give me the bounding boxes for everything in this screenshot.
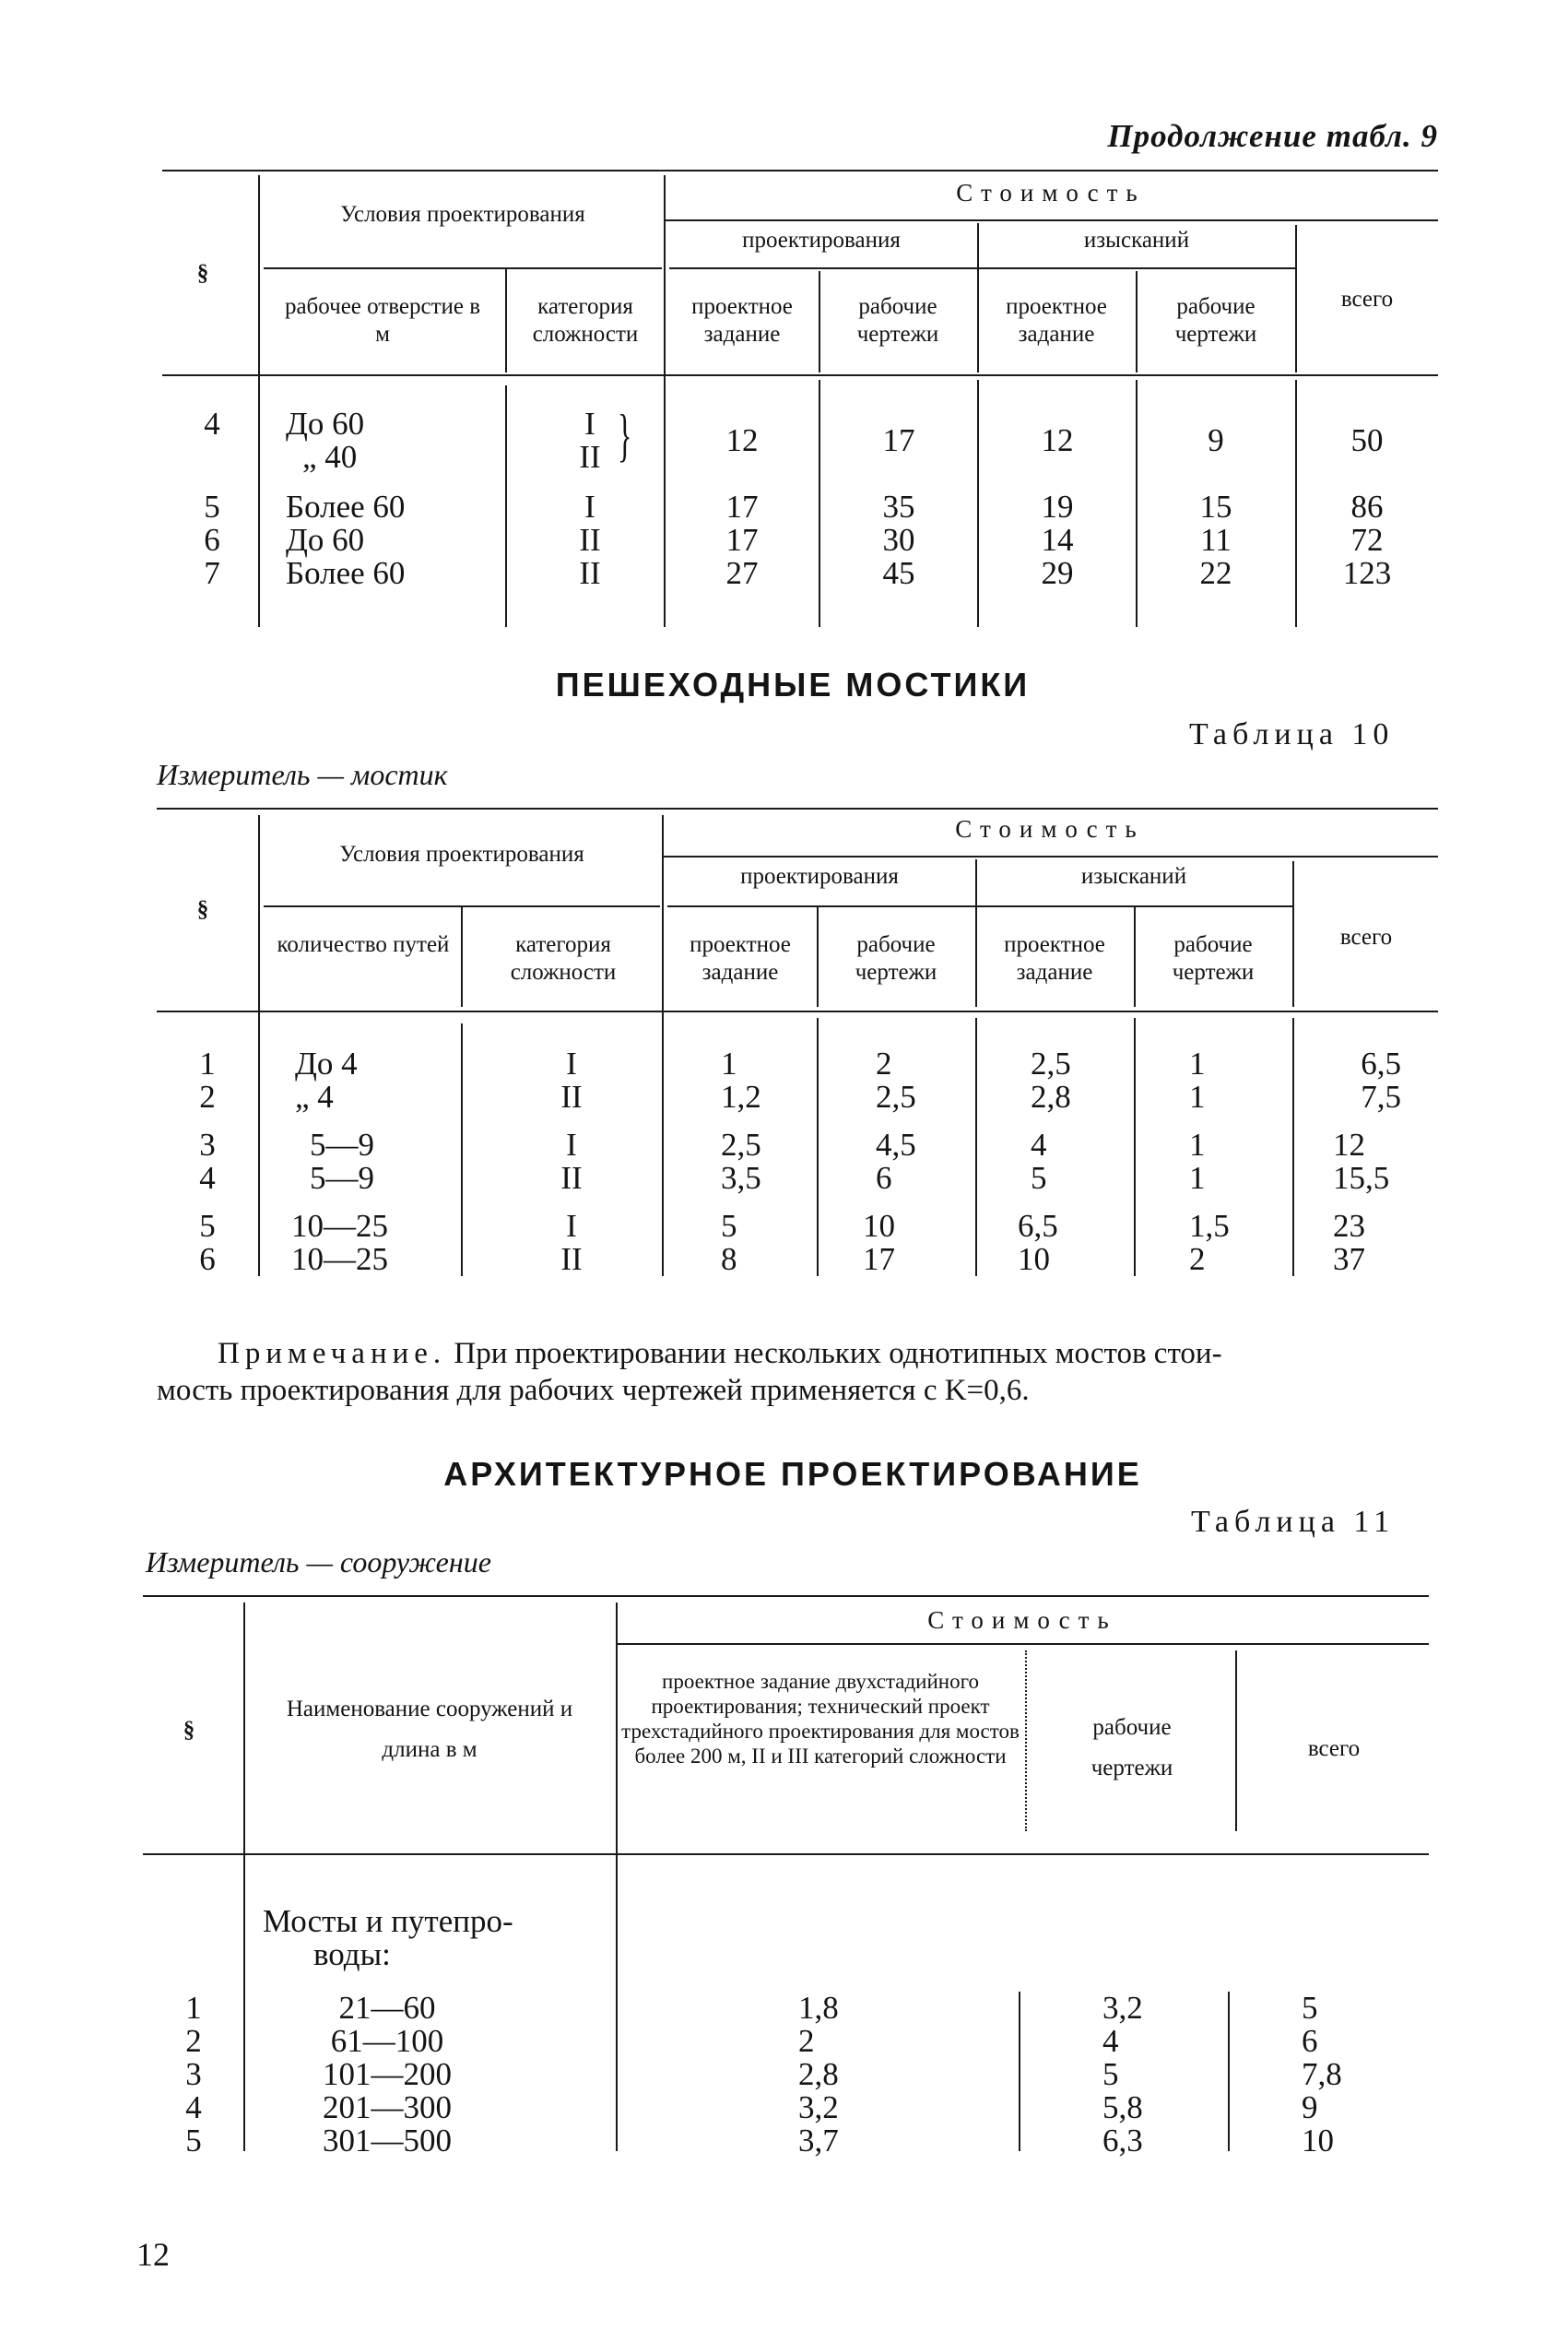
table-cell: 4 bbox=[204, 406, 220, 442]
t11-section-header: § bbox=[183, 1718, 195, 1743]
table-cell: 2 bbox=[199, 1079, 216, 1115]
table-cell: 3 bbox=[185, 2056, 202, 2092]
table-cell: 2,8 bbox=[1031, 1079, 1071, 1115]
table-cell: 6,5 bbox=[1361, 1046, 1401, 1082]
table-cell: 2 bbox=[185, 2023, 202, 2059]
t9-category-header: категория сложности bbox=[532, 294, 639, 347]
table-cell: 3,7 bbox=[798, 2123, 839, 2159]
t9-opening-header: рабочее отверстие в м bbox=[284, 294, 481, 347]
t9-conditions-header: Условия проектирования bbox=[340, 202, 585, 227]
table-cell: 6,5 bbox=[1018, 1208, 1058, 1244]
table-cell: 10—25 bbox=[291, 1241, 388, 1277]
table-cell: 123 bbox=[1342, 555, 1392, 591]
t9-survey-drawings-header: рабочие чертежи bbox=[1174, 294, 1257, 347]
table-cell: I bbox=[584, 489, 595, 525]
t10-survey-header: изысканий bbox=[1080, 864, 1187, 889]
table-cell: 5,8 bbox=[1102, 2089, 1143, 2125]
t11-working-drawings-header: рабочие чертежи bbox=[1091, 1715, 1173, 1780]
table-cell: 21—60 bbox=[338, 1990, 436, 2026]
table-cell: 5 bbox=[1102, 2056, 1119, 2092]
table-cell: 5 bbox=[204, 489, 220, 525]
table-cell: 6 bbox=[204, 522, 220, 558]
table-cell: 3,5 bbox=[721, 1160, 761, 1196]
table-cell: 22 bbox=[1199, 555, 1232, 591]
table-cell: 1,2 bbox=[721, 1079, 761, 1115]
table-cell: 17 bbox=[882, 422, 915, 458]
table-cell: Более 60 bbox=[286, 489, 406, 525]
table-cell: 10—25 bbox=[291, 1208, 388, 1244]
note-text-line1: При проектировании нескольких однотипных мостов стои- bbox=[454, 1337, 1222, 1370]
table-cell: 10 bbox=[863, 1208, 895, 1244]
t10-total-header: всего bbox=[1339, 925, 1393, 950]
table-cell: До 60 bbox=[286, 522, 365, 558]
t9-design-header: проектирования bbox=[742, 228, 901, 253]
table-cell: 29 bbox=[1041, 555, 1074, 591]
table-cell: 27 bbox=[725, 555, 759, 591]
table-cell: 1,5 bbox=[1189, 1208, 1230, 1244]
table-cell: 2 bbox=[1189, 1241, 1206, 1277]
section-title-pedestrian: ПЕШЕХОДНЫЕ МОСТИКИ bbox=[555, 666, 1031, 704]
t10-survey-drawings-header: рабочие чертежи bbox=[1172, 932, 1255, 985]
table-cell: 9 bbox=[1302, 2089, 1318, 2125]
t11-name-header: Наименование сооружений и длина в м bbox=[286, 1697, 573, 1762]
right-brace: } bbox=[618, 402, 632, 467]
note-label: Примечание. bbox=[218, 1337, 447, 1370]
table-cell: 17 bbox=[725, 522, 759, 558]
t9-total-header: всего bbox=[1340, 287, 1394, 312]
t9-section-header: § bbox=[196, 261, 209, 286]
table-cell: II bbox=[579, 522, 601, 558]
table-cell: 1 bbox=[721, 1046, 737, 1082]
table-cell: II bbox=[579, 439, 601, 475]
table-cell: 7 bbox=[204, 555, 220, 591]
table-cell: Более 60 bbox=[286, 555, 406, 591]
table-cell: 2,5 bbox=[721, 1127, 761, 1163]
table-cell: 37 bbox=[1333, 1241, 1365, 1277]
t11-cost-header: Стоимость bbox=[927, 1606, 1117, 1634]
table-cell: II bbox=[560, 1160, 583, 1196]
note bbox=[157, 1335, 1447, 1409]
table-cell: „ 4 bbox=[295, 1079, 334, 1115]
measure-architecture: Измеритель — сооружение bbox=[146, 1545, 491, 1579]
table-cell: 1,8 bbox=[798, 1990, 839, 2026]
table-cell: 7,5 bbox=[1361, 1079, 1401, 1115]
table-cell: 5—9 bbox=[310, 1127, 374, 1163]
table-cell: 3 bbox=[199, 1127, 216, 1163]
table-cell: 5 bbox=[1302, 1990, 1318, 2026]
table-cell: II bbox=[560, 1241, 583, 1277]
table-cell: 45 bbox=[882, 555, 915, 591]
table-cell: II bbox=[560, 1079, 583, 1115]
t10-design-task-header: проектное задание bbox=[690, 932, 791, 985]
table-cell: I bbox=[584, 406, 595, 442]
table-cell: 6 bbox=[876, 1160, 892, 1196]
t10-conditions-header: Условия проектирования bbox=[339, 842, 584, 867]
table-cell: 1 bbox=[1189, 1079, 1206, 1115]
table-cell: 86 bbox=[1350, 489, 1384, 525]
table-cell: 12 bbox=[725, 422, 759, 458]
table-cell: 17 bbox=[863, 1241, 895, 1277]
table-cell: 8 bbox=[721, 1241, 737, 1277]
group-label: воды: bbox=[313, 1936, 391, 1972]
table-cell: 5 bbox=[185, 2123, 202, 2159]
table-cell: 30 bbox=[882, 522, 915, 558]
table-cell: 19 bbox=[1041, 489, 1074, 525]
table-cell: 2,5 bbox=[1031, 1046, 1071, 1082]
t10-design-header: проектирования bbox=[740, 864, 899, 889]
table-cell: II bbox=[579, 555, 601, 591]
table-cell: 12 bbox=[1041, 422, 1074, 458]
table-11-label: Таблица 11 bbox=[1191, 1505, 1396, 1539]
t10-category-header: категория сложности bbox=[510, 932, 617, 985]
table-cell: 23 bbox=[1333, 1208, 1365, 1244]
table-10-label: Таблица 10 bbox=[1189, 717, 1395, 751]
t9-survey-header: изысканий bbox=[1083, 228, 1190, 253]
table-cell: 6,3 bbox=[1102, 2123, 1143, 2159]
t10-tracks-header: количество путей bbox=[277, 932, 450, 957]
table-cell: 6 bbox=[1302, 2023, 1318, 2059]
table-cell: 9 bbox=[1208, 422, 1224, 458]
t9-working-drawings-header: рабочие чертежи bbox=[856, 294, 939, 347]
table-cell: 14 bbox=[1041, 522, 1074, 558]
continuation-caption: Продолжение табл. 9 bbox=[1107, 118, 1438, 154]
note-text-line2: мость проектирования для рабочих чертежей применяется с K=0,6. bbox=[157, 1374, 1030, 1407]
table-cell: 5 bbox=[1031, 1160, 1047, 1196]
table-cell: 301—500 bbox=[323, 2123, 452, 2159]
table-cell: 4,5 bbox=[876, 1127, 916, 1163]
table-cell: 1 bbox=[1189, 1160, 1206, 1196]
table-cell: I bbox=[566, 1208, 577, 1244]
t10-section-header: § bbox=[196, 897, 209, 922]
t9-design-task-header: проектное задание bbox=[691, 294, 793, 347]
table-cell: 17 bbox=[725, 489, 759, 525]
table-cell: 50 bbox=[1350, 422, 1384, 458]
t10-survey-task-header: проектное задание bbox=[1004, 932, 1105, 985]
table-cell: 11 bbox=[1200, 522, 1232, 558]
table-cell: 10 bbox=[1018, 1241, 1050, 1277]
t9-survey-task-header: проектное задание bbox=[1006, 294, 1107, 347]
table-cell: 1 bbox=[185, 1990, 202, 2026]
table-cell: 1 bbox=[1189, 1046, 1206, 1082]
t11-total-header: всего bbox=[1307, 1736, 1361, 1761]
t10-working-drawings-header: рабочие чертежи bbox=[855, 932, 937, 985]
table-cell: 2,8 bbox=[798, 2056, 839, 2092]
table-cell: 5—9 bbox=[310, 1160, 374, 1196]
page-number: 12 bbox=[136, 2236, 170, 2273]
table-cell: 3,2 bbox=[1102, 1990, 1143, 2026]
table-cell: 101—200 bbox=[323, 2056, 452, 2092]
table-cell: 61—100 bbox=[330, 2023, 444, 2059]
table-cell: 5 bbox=[721, 1208, 737, 1244]
table-cell: 3,2 bbox=[798, 2089, 839, 2125]
table-cell: 2 bbox=[798, 2023, 815, 2059]
table-cell: 5 bbox=[199, 1208, 216, 1244]
table-cell: 2,5 bbox=[876, 1079, 916, 1115]
table-cell: 1 bbox=[1189, 1127, 1206, 1163]
table-cell: 201—300 bbox=[323, 2089, 452, 2125]
table-cell: До 4 bbox=[295, 1046, 358, 1082]
table-cell: „ 40 bbox=[302, 439, 358, 475]
t10-cost-header: Стоимость bbox=[955, 815, 1145, 843]
table-cell: 35 bbox=[882, 489, 915, 525]
group-label: Мосты и путепро- bbox=[263, 1903, 513, 1939]
table-cell: 4 bbox=[185, 2089, 202, 2125]
table-cell: 4 bbox=[1031, 1127, 1047, 1163]
table-cell: I bbox=[566, 1127, 577, 1163]
table-cell: 4 bbox=[199, 1160, 216, 1196]
table-cell: До 60 bbox=[286, 406, 365, 442]
table-cell: 1 bbox=[199, 1046, 216, 1082]
table-cell: 7,8 bbox=[1302, 2056, 1342, 2092]
table-cell: 15 bbox=[1199, 489, 1232, 525]
t9-cost-header: Стоимость bbox=[956, 179, 1146, 207]
table-cell: 15,5 bbox=[1333, 1160, 1390, 1196]
table-cell: 6 bbox=[199, 1241, 216, 1277]
measure-pedestrian: Измеритель — мостик bbox=[157, 758, 448, 791]
table-cell: 4 bbox=[1102, 2023, 1119, 2059]
t11-design-task-header: проектное задание двухстадийного проектирования; технический проект трехстадийного проектирования для мостов более 200 м, II и III категорий сложности bbox=[621, 1670, 1020, 1768]
section-title-architecture: АРХИТЕКТУРНОЕ ПРОЕКТИРОВАНИЕ bbox=[443, 1455, 1142, 1493]
table-cell: 2 bbox=[876, 1046, 892, 1082]
table-cell: 12 bbox=[1333, 1127, 1365, 1163]
table-cell: 72 bbox=[1350, 522, 1384, 558]
table-cell: 10 bbox=[1302, 2123, 1334, 2159]
table-cell: I bbox=[566, 1046, 577, 1082]
